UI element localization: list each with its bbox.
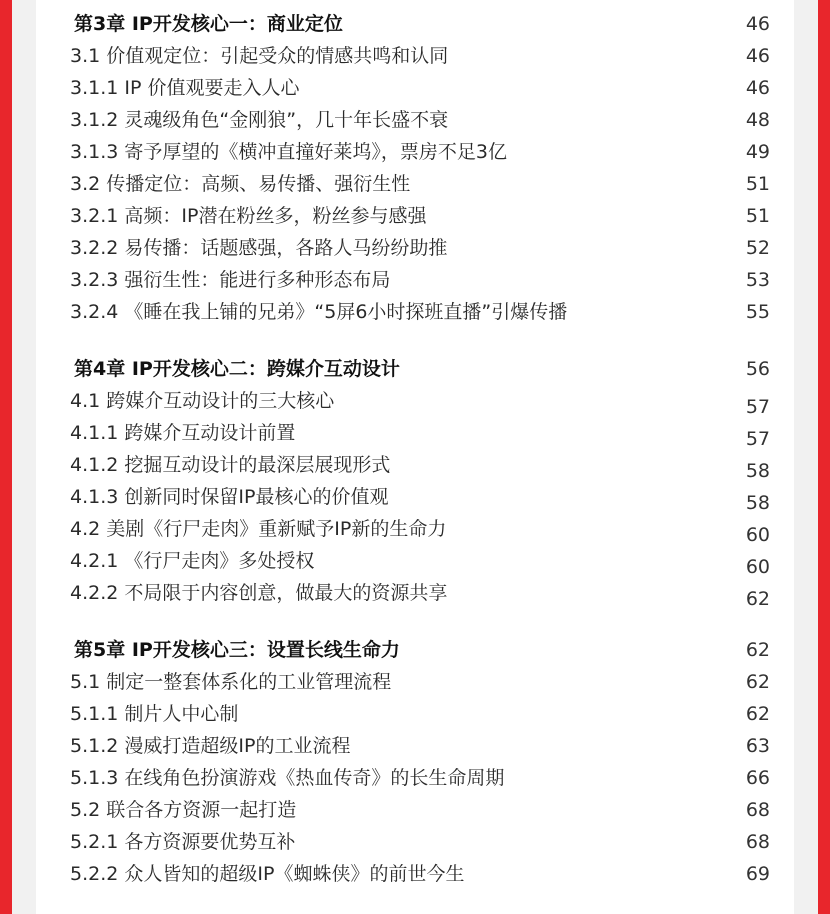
page-number: 53 xyxy=(745,269,770,291)
toc-entry xyxy=(36,168,794,200)
toc-entry xyxy=(36,730,794,762)
entry-title: 3.1.1 IP 价值观要走入人心 xyxy=(70,77,300,99)
page-number: 52 xyxy=(745,237,770,259)
entry-title: 5.1 制定一整套体系化的工业管理流程 xyxy=(70,671,392,693)
page-number: 68 xyxy=(745,799,770,821)
chapter-title: 第5章 IP开发核心三：设置长线生命力 xyxy=(74,639,400,661)
chapter-title: 第3章 IP开发核心一：商业定位 xyxy=(74,13,343,35)
page-number: 60 xyxy=(745,524,770,546)
toc-entry xyxy=(36,449,794,481)
entry-title: 4.1.2 挖掘互动设计的最深层展现形式 xyxy=(70,454,391,476)
toc-entry xyxy=(36,513,794,545)
entry-title: 3.1.3 寄予厚望的《横冲直撞好莱坞》，票房不足3亿 xyxy=(70,141,507,163)
page-number: 46 xyxy=(745,13,770,35)
entry-title: 4.1.1 跨媒介互动设计前置 xyxy=(70,422,296,444)
toc-entry xyxy=(36,826,794,858)
right-gray-margin xyxy=(794,0,818,914)
toc-entry xyxy=(36,264,794,296)
page-number: 51 xyxy=(745,205,770,227)
entry-title: 4.1.3 创新同时保留IP最核心的价值观 xyxy=(70,486,389,508)
page-number: 58 xyxy=(745,492,770,514)
entry-title: 5.1.1 制片人中心制 xyxy=(70,703,239,725)
entry-title: 5.2 联合各方资源一起打造 xyxy=(70,799,297,821)
page-number: 57 xyxy=(745,396,770,418)
page-number: 62 xyxy=(745,703,770,725)
toc-entry xyxy=(36,40,794,72)
page-number: 63 xyxy=(745,735,770,757)
toc-entry xyxy=(36,200,794,232)
page-number: 56 xyxy=(745,358,770,380)
toc-entry xyxy=(36,577,794,609)
entry-title: 4.1 跨媒介互动设计的三大核心 xyxy=(70,390,335,412)
toc-entry xyxy=(36,762,794,794)
entry-title: 5.2.2 众人皆知的超级IP《蜘蛛侠》的前世今生 xyxy=(70,863,465,885)
left-red-border xyxy=(0,0,12,914)
page-number: 68 xyxy=(745,831,770,853)
left-gray-margin xyxy=(12,0,36,914)
entry-title: 3.1 价值观定位：引起受众的情感共鸣和认同 xyxy=(70,45,449,67)
toc-entry xyxy=(36,136,794,168)
page-number: 55 xyxy=(745,301,770,323)
page-number: 49 xyxy=(745,141,770,163)
toc-entry xyxy=(36,232,794,264)
entry-title: 3.2 传播定位：高频、易传播、强衍生性 xyxy=(70,173,411,195)
entry-title: 3.2.3 强衍生性：能进行多种形态布局 xyxy=(70,269,391,291)
entry-title: 5.1.2 漫威打造超级IP的工业流程 xyxy=(70,735,351,757)
page-number: 60 xyxy=(745,556,770,578)
entry-title: 3.2.4 《睡在我上铺的兄弟》“5屏6小时探班直播”引爆传播 xyxy=(70,301,568,323)
page-number: 66 xyxy=(745,767,770,789)
entry-title: 5.1.3 在线角色扮演游戏《热血传奇》的长生命周期 xyxy=(70,767,505,789)
page-number: 48 xyxy=(745,109,770,131)
right-red-border xyxy=(818,0,830,914)
toc-entry xyxy=(36,72,794,104)
toc-entry xyxy=(36,666,794,698)
page-number: 62 xyxy=(745,671,770,693)
page-number: 58 xyxy=(745,460,770,482)
toc-entry xyxy=(36,858,794,890)
entry-title: 5.2.1 各方资源要优势互补 xyxy=(70,831,296,853)
toc-entry xyxy=(36,104,794,136)
toc-entry xyxy=(36,385,794,417)
page-number: 57 xyxy=(745,428,770,450)
table-of-contents xyxy=(36,0,794,914)
entry-title: 4.2 美剧《行尸走肉》重新赋予IP新的生命力 xyxy=(70,518,447,540)
page-number: 62 xyxy=(745,588,770,610)
entry-title: 4.2.2 不局限于内容创意，做最大的资源共享 xyxy=(70,582,448,604)
toc-entry xyxy=(36,296,794,328)
toc-entry xyxy=(36,794,794,826)
page-number: 51 xyxy=(745,173,770,195)
entry-title: 3.1.2 灵魂级角色“金刚狼”，几十年长盛不衰 xyxy=(70,109,449,131)
entry-title: 3.2.1 高频：IP潜在粉丝多，粉丝参与感强 xyxy=(70,205,427,227)
chapter-3-row xyxy=(36,8,794,40)
toc-entry xyxy=(36,481,794,513)
entry-title: 4.2.1 《行尸走肉》多处授权 xyxy=(70,550,315,572)
chapter-title: 第4章 IP开发核心二：跨媒介互动设计 xyxy=(74,358,400,380)
page-number: 69 xyxy=(745,863,770,885)
page-number: 46 xyxy=(745,45,770,67)
page-number: 62 xyxy=(745,639,770,661)
chapter-4-row xyxy=(36,353,794,385)
chapter-5-row xyxy=(36,634,794,666)
page-number: 46 xyxy=(745,77,770,99)
toc-entry xyxy=(36,417,794,449)
toc-entry xyxy=(36,698,794,730)
entry-title: 3.2.2 易传播：话题感强，各路人马纷纷助推 xyxy=(70,237,448,259)
toc-entry xyxy=(36,545,794,577)
